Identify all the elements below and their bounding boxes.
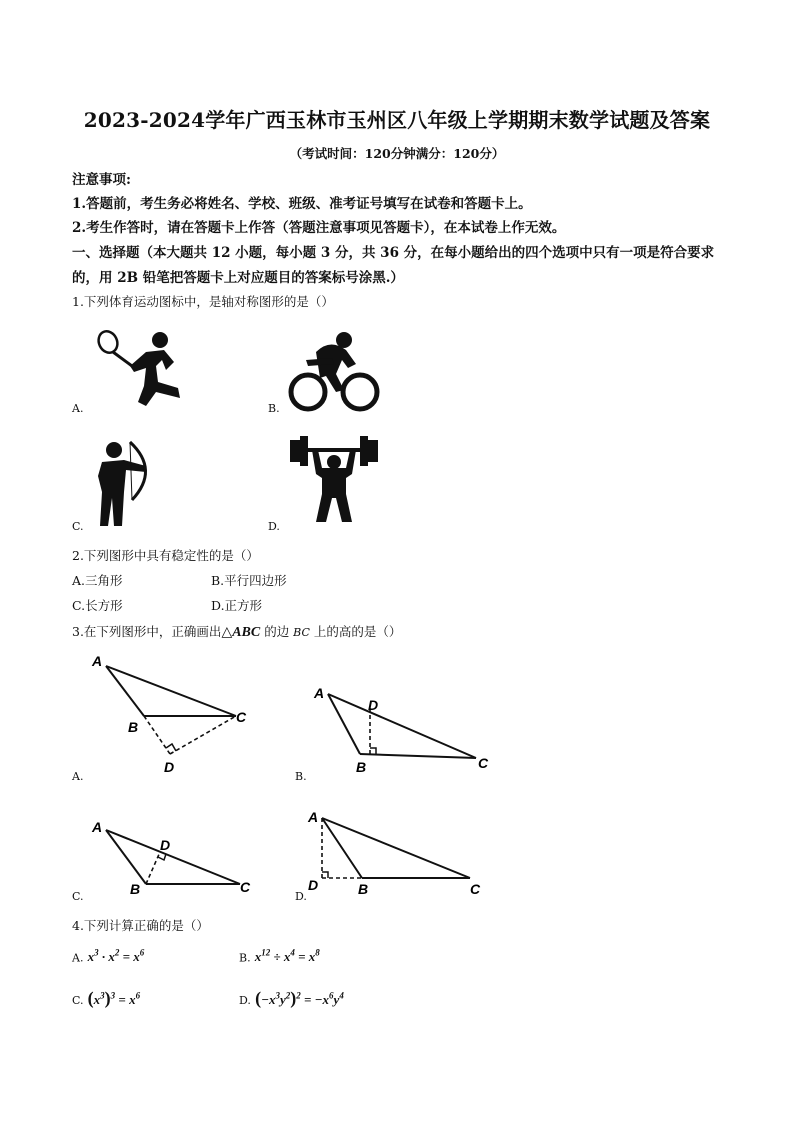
q2-option-d: D.正方形 xyxy=(211,598,263,613)
point-d-label: D xyxy=(160,837,171,853)
section-heading-line2: 的，用 2B 铅笔把答题卡上对应题目的答案标号涂黑.） xyxy=(72,270,404,286)
q4-option-a xyxy=(72,948,144,965)
point-c-label: C xyxy=(478,755,489,771)
q4-option-b-exponent: 12 xyxy=(261,948,271,958)
q3-diagram-b xyxy=(308,680,498,776)
archer-icon xyxy=(88,436,162,528)
q3-side: BC xyxy=(293,626,310,639)
q4-option-c-label: C. xyxy=(72,994,84,1007)
notes-heading: 注意事项: xyxy=(72,172,131,188)
weightlifter-icon xyxy=(286,432,382,524)
q3-stem-prefix: 3.在下列图形中，正确画出 xyxy=(72,624,222,639)
q1-stem: 1.下列体育运动图标中，是轴对称图形的是（） xyxy=(72,294,334,309)
q3-stem-suffix: 上的高的是（） xyxy=(309,624,402,639)
document-title: 2023-2024学年广西玉林市玉州区八年级上学期期末数学试题及答案 xyxy=(83,108,711,132)
point-a-label: A xyxy=(308,809,319,825)
q2-option-b: B.平行四边形 xyxy=(211,573,287,588)
point-c-label: C xyxy=(240,879,251,895)
cyclist-icon xyxy=(286,330,382,414)
point-b-label: B xyxy=(128,719,139,735)
q2-option-a: A.三角形 xyxy=(72,573,123,588)
q4-option-c-formula: $(x^3)^3 = x^6$ xyxy=(87,988,141,1008)
q3-diagram-c xyxy=(86,814,262,898)
q1-option-a: A. xyxy=(72,402,84,415)
q3-option-d: D. xyxy=(295,890,307,903)
q3-option-a: A. xyxy=(72,770,84,783)
q4-option-a-formula: $x^3 \cdot x^2 = x^6$ xyxy=(87,948,145,965)
q2-option-c: C.长方形 xyxy=(72,598,123,613)
q3-triangle-symbol: △ABC xyxy=(221,625,261,640)
point-a-label: A xyxy=(92,653,103,669)
q4-option-d xyxy=(239,988,344,1009)
q4-option-b xyxy=(239,948,320,965)
exam-info: （考试时间：120分钟满分：120分） xyxy=(289,146,505,161)
q1-option-d: D. xyxy=(268,520,280,533)
section-heading-line1: 一、选择题（本大题共 12 小题，每小题 3 分，共 36 分，在每小题给出的四个选项中只有一项是符合要求 xyxy=(72,245,715,261)
note-2: 2.考生作答时，请在答题卡上作答（答题注意事项见答题卡），在本试卷上作无效。 xyxy=(72,220,566,236)
point-d-label: D xyxy=(164,759,175,775)
point-d-label: D xyxy=(308,877,319,893)
q4-option-a-label: A. xyxy=(72,951,84,965)
q1-option-b: B. xyxy=(268,402,280,415)
q3-stem-mid: 的边 xyxy=(260,624,294,639)
q4-option-b-formula: $x^{12} \div x^4 = x^8$ xyxy=(254,948,320,965)
q4-option-d-label: D. xyxy=(239,994,251,1007)
q3-stem xyxy=(72,622,401,641)
point-b-label: B xyxy=(130,881,141,897)
q3-diagram-a xyxy=(86,650,256,776)
point-c-label: C xyxy=(236,709,247,725)
point-a-label: A xyxy=(92,819,103,835)
point-b-label: B xyxy=(358,881,369,897)
point-a-label: A xyxy=(314,685,325,701)
q4-option-c xyxy=(72,988,140,1009)
q4-option-d-formula: $(-x^3y^2)^2 = -x^6y^4$ xyxy=(255,988,344,1008)
q3-option-c: C. xyxy=(72,890,84,903)
q4-stem: 4.下列计算正确的是（） xyxy=(72,918,209,933)
q2-stem: 2.下列图形中具有稳定性的是（） xyxy=(72,548,259,563)
point-b-label: B xyxy=(356,759,367,775)
q3-option-b: B. xyxy=(295,770,307,783)
point-d-label: D xyxy=(368,697,379,713)
q1-option-c: C. xyxy=(72,520,84,533)
q4-option-b-label: B. xyxy=(239,951,251,965)
point-c-label: C xyxy=(470,881,481,897)
note-1: 1.答题前，考生务必将姓名、学校、班级、准考证号填写在试卷和答题卡上。 xyxy=(72,196,532,212)
tennis-player-icon xyxy=(94,326,190,410)
q3-diagram-d xyxy=(300,802,490,898)
